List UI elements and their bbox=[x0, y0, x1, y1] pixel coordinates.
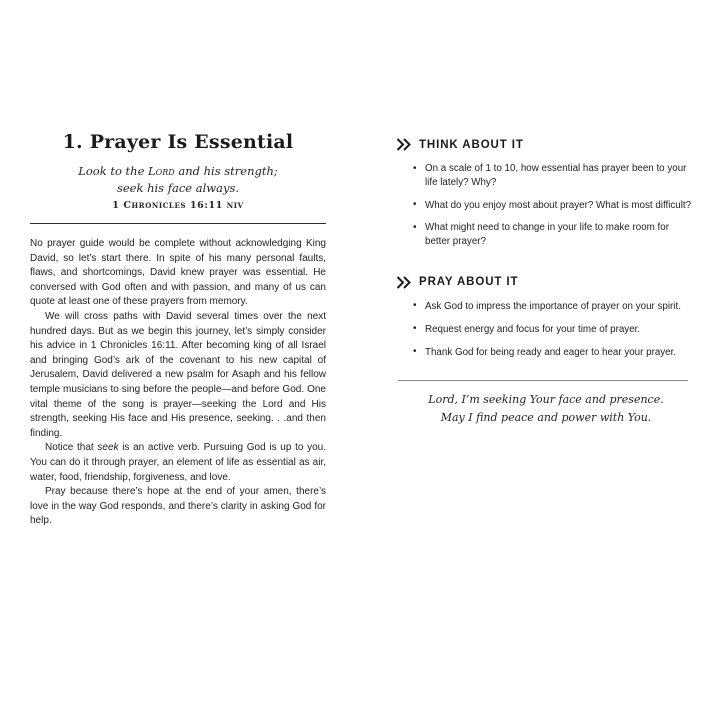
think-bullet-1: On a scale of 1 to 10, how essential has prayer been to your life lately? Why? bbox=[425, 163, 687, 188]
bullet-icon: • bbox=[413, 300, 417, 312]
paragraph-3-post: is an active verb. Pursuing God is up to you. You can do it through prayer, an element of life as essential as air, water, food, friendship, forgiveness, and love. bbox=[30, 442, 326, 483]
scripture-epigraph bbox=[30, 163, 326, 197]
think-about-it-section bbox=[396, 138, 696, 249]
paragraph-1: No prayer guide would be complete without acknowledging King David, so let’s start there. In spite of his many personal faults, flaws, and shortcomings, David knew prayer was essential. He conversed with God often and with passion, and many of us can quote at least one of these prayers from memory. bbox=[30, 238, 326, 308]
pray-about-it-heading bbox=[396, 276, 696, 289]
epigraph-line1-pre: Look to the bbox=[78, 164, 149, 178]
pray-about-it-section bbox=[396, 276, 696, 359]
list-item bbox=[413, 199, 696, 213]
think-about-it-heading bbox=[396, 138, 696, 151]
list-item bbox=[413, 162, 696, 190]
reading-column bbox=[30, 131, 326, 529]
bullet-icon: • bbox=[413, 162, 417, 174]
closing-prayer bbox=[396, 391, 696, 426]
double-chevron-right-icon bbox=[396, 276, 411, 289]
list-item bbox=[413, 300, 696, 314]
think-bullet-list bbox=[413, 162, 696, 249]
section-divider-rule bbox=[30, 223, 326, 224]
epigraph-line1-post: and his strength; bbox=[174, 164, 278, 178]
closing-prayer-line-2: May I find peace and power with You. bbox=[440, 410, 652, 424]
pray-bullet-list bbox=[413, 300, 696, 359]
think-bullet-3: What might need to change in your life to make room for better prayer? bbox=[425, 222, 669, 248]
bullet-icon: • bbox=[413, 199, 417, 211]
closing-prayer-line-1: Lord, I’m seeking Your face and presence. bbox=[428, 393, 664, 407]
pray-about-it-label: PRAY ABOUT IT bbox=[419, 276, 519, 289]
paragraph-4: Pray because there’s hope at the end of your amen, there’s love in the way God responds, and there’s clarity in asking God for help. bbox=[30, 486, 326, 527]
think-about-it-label: THINK ABOUT IT bbox=[419, 138, 524, 151]
scripture-reference: 1 Chronicles 16:11 niv bbox=[112, 200, 244, 211]
pray-bullet-2: Request energy and focus for your time of prayer. bbox=[425, 323, 641, 335]
bullet-icon: • bbox=[413, 346, 417, 358]
chapter-body bbox=[30, 237, 326, 529]
pray-bullet-3: Thank God for being ready and eager to hear your prayer. bbox=[425, 346, 677, 358]
epigraph-line-2: seek his face always. bbox=[116, 181, 240, 195]
paragraph-3-pre: Notice that bbox=[45, 442, 98, 454]
think-bullet-2: What do you enjoy most about prayer? What is most difficult? bbox=[425, 199, 692, 211]
pray-bullet-1: Ask God to impress the importance of prayer on your spirit. bbox=[425, 300, 681, 312]
paragraph-3-emphasis: seek bbox=[97, 442, 119, 454]
list-item bbox=[413, 221, 696, 249]
prayer-divider-rule bbox=[398, 380, 688, 381]
bullet-icon: • bbox=[413, 221, 417, 233]
list-item bbox=[413, 346, 696, 360]
study-column bbox=[396, 138, 696, 426]
epigraph-lord-smallcaps: Lord bbox=[148, 164, 175, 178]
bullet-icon: • bbox=[413, 323, 417, 335]
list-item bbox=[413, 323, 696, 337]
epigraph-line-1 bbox=[30, 163, 326, 180]
paragraph-2: We will cross paths with David several times over the next hundred days. But as we begin this journey, let’s simply consider his advice in 1 Chronicles 16:11. After becoming king of all Israel and bringing God’s ark of the covenant to his new capital of Jerusalem, David delivered a new psalm for Asaph and his fellow temple musicians to sing before the people—and before God. One vital theme of the song is prayer—seeking the Lord and His strength, seeking His face and His presence, seeking. . .and then finding. bbox=[30, 310, 326, 439]
chapter-title: 1. Prayer Is Essential bbox=[62, 131, 294, 153]
paragraph-3 bbox=[30, 441, 326, 485]
double-chevron-right-icon bbox=[396, 138, 411, 151]
